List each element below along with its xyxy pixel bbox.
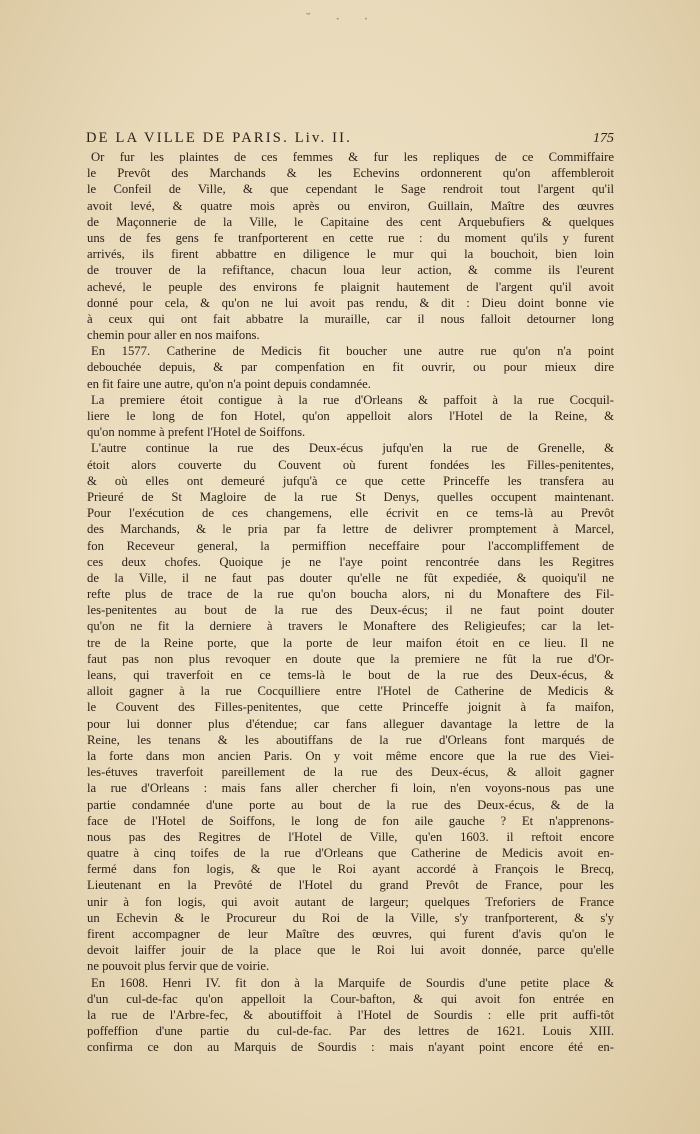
- running-head: [86, 130, 614, 147]
- running-title: DE LA VILLE DE PARIS. Liv. II.: [86, 130, 353, 146]
- text-line: le Couvent des Filles-penitentes, que cette Princeffe joignit à fa maifon,: [87, 700, 614, 715]
- text-line: des Marchands, & le pria par fa lettre de delivrer promptement à Marcel,: [87, 522, 614, 537]
- text-line: La premiere étoit contigue à la rue d'Orleans & paffoit à la rue Cocquil-: [91, 392, 614, 407]
- page-number: 175: [593, 131, 614, 146]
- text-line: avoit levé, & quatre mois après ou environ, Guillain, Maître des œuvres: [87, 198, 614, 213]
- text-line: de Maçonnerie de la Ville, le Capitaine des cent Arquebufiers & quelques: [87, 214, 614, 229]
- text-line: ne pouvoit plus fervir que de voirie.: [87, 959, 270, 974]
- body-text: [87, 149, 614, 1056]
- text-line: unir à fon logis, qui avoit autant de largeur; quelques Treforiers de France: [87, 894, 614, 909]
- text-line: devoit laiffer jouir de la place que le Roi lui avoit donnée, parce qu'elle: [87, 943, 614, 958]
- text-line: les-penitentes au bout de la rue des Deux-écus; il ne faut point douter: [87, 603, 614, 618]
- text-line: arrivés, ils firent abbattre en diligence le mur qui la bouchoit, bien loin: [87, 247, 614, 262]
- text-line: à ceux qui ont fait abbatre la muraille, car il nous falloit detourner long: [87, 311, 614, 326]
- text-line: le Confeil de Ville, & que cependant le Sage rendroit tout l'argent qu'il: [87, 182, 614, 197]
- text-line: fermé dans fon logis, & que le Roi ayant accordé à François le Brecq,: [87, 862, 614, 877]
- text-line: fon Receveur general, la permiffion neceffaire pour l'accompliffement de: [87, 538, 614, 553]
- text-line: la forte dans mon ancien Paris. On y voit même encore que la rue des Viei-: [87, 748, 614, 763]
- text-line: chemin pour aller en nos maifons.: [87, 328, 260, 343]
- text-line: de trouver de la refiftance, chacun loua leur action, & comme ils l'eurent: [87, 263, 614, 278]
- text-line: pour lui donner plus d'étendue; car fans alleguer davantage la lettre de la: [87, 716, 614, 731]
- text-line: face de l'Hotel de Soiffons, le long de fon aile gauche ? Et n'apprenons-: [87, 813, 614, 828]
- text-line: qu'on ne fit la derniere à travers le Monaftere des Religieufes; car la let-: [87, 619, 614, 634]
- text-line: ces deux chofes. Quoique je ne l'aye point rencontrée dans les Regitres: [87, 554, 614, 569]
- text-line: Or fur les plaintes de ces femmes & fur les repliques de ce Commiffaire: [91, 150, 614, 164]
- text-line: debouchée depuis, & par compenfation en fit ouvrir, ou pour mieux dire: [87, 360, 614, 375]
- text-line: Lieutenant en la Prevôté de l'Hotel du grand Prevôt de France, pour les: [87, 878, 614, 893]
- text-line: quatre à cinq toifes de la rue d'Orleans que Catherine de Medicis avoit en-: [87, 846, 614, 861]
- text-line: donné pour cela, & qu'on ne lui avoit pas rendu, & dit : Dieu doint bonne vie: [87, 295, 614, 310]
- text-line: d'un cul-de-fac qu'on appelloit la Cour-bafton, & qui avoit fon entrée en: [87, 991, 614, 1006]
- text-line: En 1577. Catherine de Medicis fit boucher une autre rue qu'on n'a point: [91, 344, 614, 359]
- text-line: refte plus de trace de la rue qu'on boucha alors, ni du Monaftere des Fil-: [87, 587, 614, 602]
- text-line: étoit alors couverte du Couvent où furent fondées les Filles-penitentes,: [87, 457, 614, 472]
- text-line: achevé, le peuple des environs fe plaignit hautement de l'argent qu'il avoit: [87, 279, 614, 294]
- text-line: alloit gagner à la rue Cocquilliere entre l'Hotel de Catherine de Medicis &: [87, 684, 614, 699]
- text-line: qu'on nomme à prefent l'Hotel de Soiffons.: [87, 425, 306, 440]
- text-line: un Echevin & le Procureur du Roi de la Ville, s'y tranfporterent, & s'y: [87, 910, 614, 925]
- text-line: tre de la Reine porte, que la porte de leur maifon étoit en ce lieu. Il ne: [87, 635, 614, 650]
- text-line: liere le long de fon Hotel, qu'on appelloit alors l'Hotel de la Reine, &: [87, 409, 614, 423]
- text-line: Reine, les tenans & les aboutiffans de la rue d'Orleans font marqués de: [87, 732, 614, 747]
- text-line: L'autre continue la rue des Deux-écus jufqu'en la rue de Grenelle, &: [91, 441, 614, 456]
- text-line: leans, qui traverfoit en ce tems-là le bout de la rue des Deux-écus, &: [87, 668, 614, 682]
- text-line: les-étuves traverfoit pareillement de la rue des Deux-écus, & alloit gagner: [87, 765, 614, 780]
- text-line: Pour l'exécution de ces changemens, elle écrivit en ce tems-là au Prevôt: [87, 506, 614, 521]
- text-line: en fit faire une autre, qu'on n'a point depuis condamnée.: [87, 376, 371, 391]
- text-line: le Prevôt des Marchands & les Echevins ordonnerent qu'on affembleroit: [87, 166, 614, 181]
- text-line: uns de fes gens fe tranfporterent en cette rue : du moment qu'ils y furent: [87, 230, 614, 245]
- text-line: confirma ce don au Marquis de Sourdis : mais n'ayant point encore été en-: [87, 1040, 614, 1055]
- text-line: faut pas non plus revoquer en doute que la premiere ne fût la rue d'Or-: [87, 651, 614, 666]
- text-line: Prieuré de St Magloire de la rue St Denys, quelles occupent maintenant.: [87, 489, 614, 504]
- text-line: poffeffion d'une partie du cul-de-fac. Par des lettres de 1621. Louis XIII.: [87, 1024, 614, 1039]
- text-line: En 1608. Henri IV. fit don à la Marquife de Sourdis d'une petite place &: [91, 975, 614, 990]
- text-line: la rue d'Orleans : mais fans aller chercher fi loin, n'en voyons-nous pas une: [87, 781, 614, 796]
- text-line: de la Ville, il ne faut pas douter qu'elle ne fût expediée, & quoiqu'il ne: [87, 570, 614, 585]
- text-line: firent accompagner de leur Maître des œuvres, qui furent d'avis qu'on le: [87, 927, 614, 941]
- page-top-mark: ˘ · ·: [305, 12, 379, 27]
- text-line: la rue de l'Arbre-fec, & aboutiffoit à l'Hotel de Sourdis : elle prit auffi-tôt: [87, 1007, 614, 1022]
- text-line: & où elles ont demeuré jufqu'à ce que cette Princeffe les transfera au: [87, 473, 614, 488]
- text-line: partie condamnée d'une porte au bout de la rue des Deux-écus, & de la: [87, 797, 614, 812]
- text-line: nous pas des Regitres de l'Hotel de Ville, qu'en 1603. il reftoit encore: [87, 829, 614, 844]
